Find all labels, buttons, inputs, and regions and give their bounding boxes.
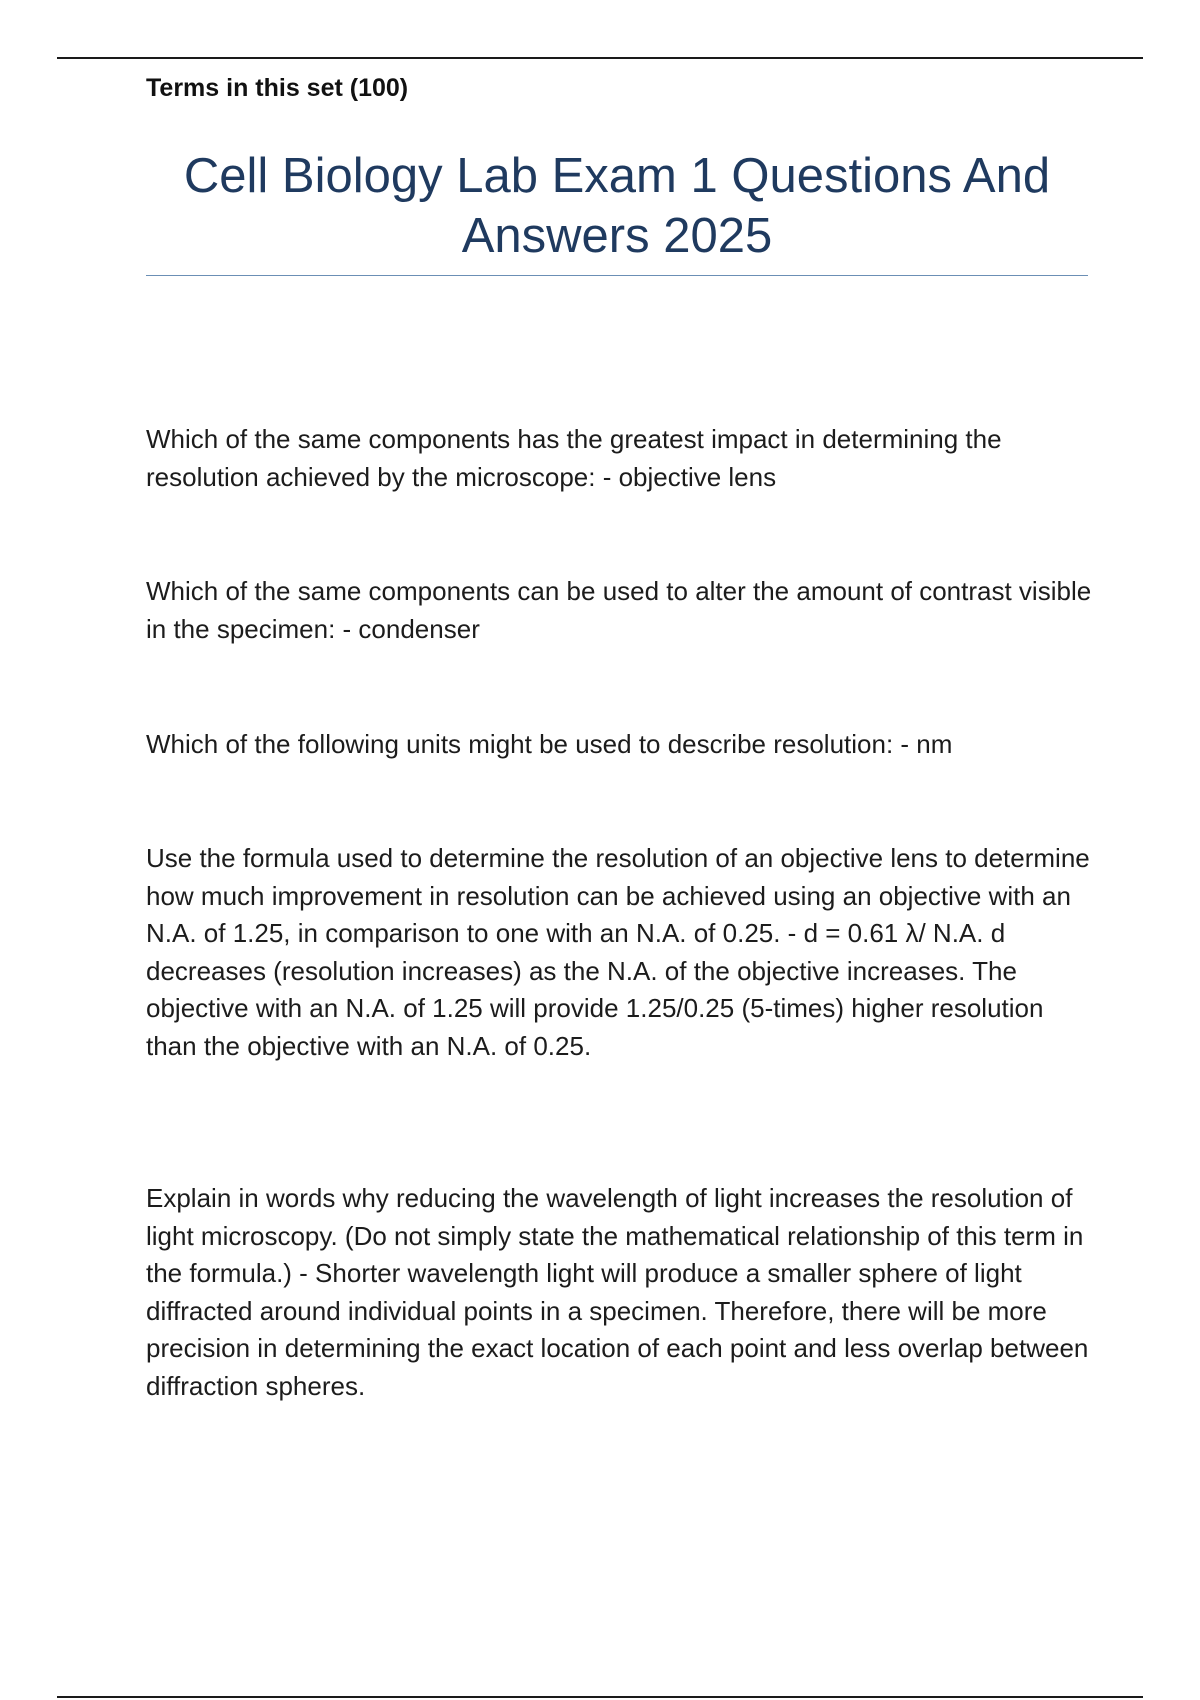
bottom-divider <box>57 1696 1143 1698</box>
qa-item-1: Which of the same components has the greatest impact in determining the resolution achieved by the microscope: - objective lens <box>146 424 1002 492</box>
qa-item-3: Which of the following units might be used to describe resolution: - nm <box>146 729 953 759</box>
document-title: Cell Biology Lab Exam 1 Questions And Answers 2025 <box>183 149 1051 263</box>
qa-item-5: Explain in words why reducing the wavelength of light increases the resolution of light microscopy. (Do not simply state the mathematical relationship of this term in the formula.) - Shorter wavelength light will produce a smaller sphere of light diffracted around individual points in a specimen. Therefore, there will be more precision in determining the exact location of each point and less overlap between diffraction spheres. <box>146 1183 1089 1401</box>
qa-item-4: Use the formula used to determine the resolution of an objective lens to determine how much improvement in resolution can be achieved using an objective with an N.A. of 1.25, in comparison to one with an N.A. of 0.25. - d = 0.61 λ/ N.A. d decreases (resolution increases) as the N.A. of the objective increases. The objective with an N.A. of 1.25 will provide 1.25/0.25 (5-times) higher resolution than the objective with an N.A. of 0.25. <box>146 843 1090 1061</box>
title-underline <box>146 275 1088 276</box>
terms-count-label: Terms in this set (100) <box>146 74 409 102</box>
top-divider <box>57 57 1143 59</box>
qa-item-2: Which of the same components can be used to alter the amount of contrast visible in the specimen: - condenser <box>146 576 1092 644</box>
